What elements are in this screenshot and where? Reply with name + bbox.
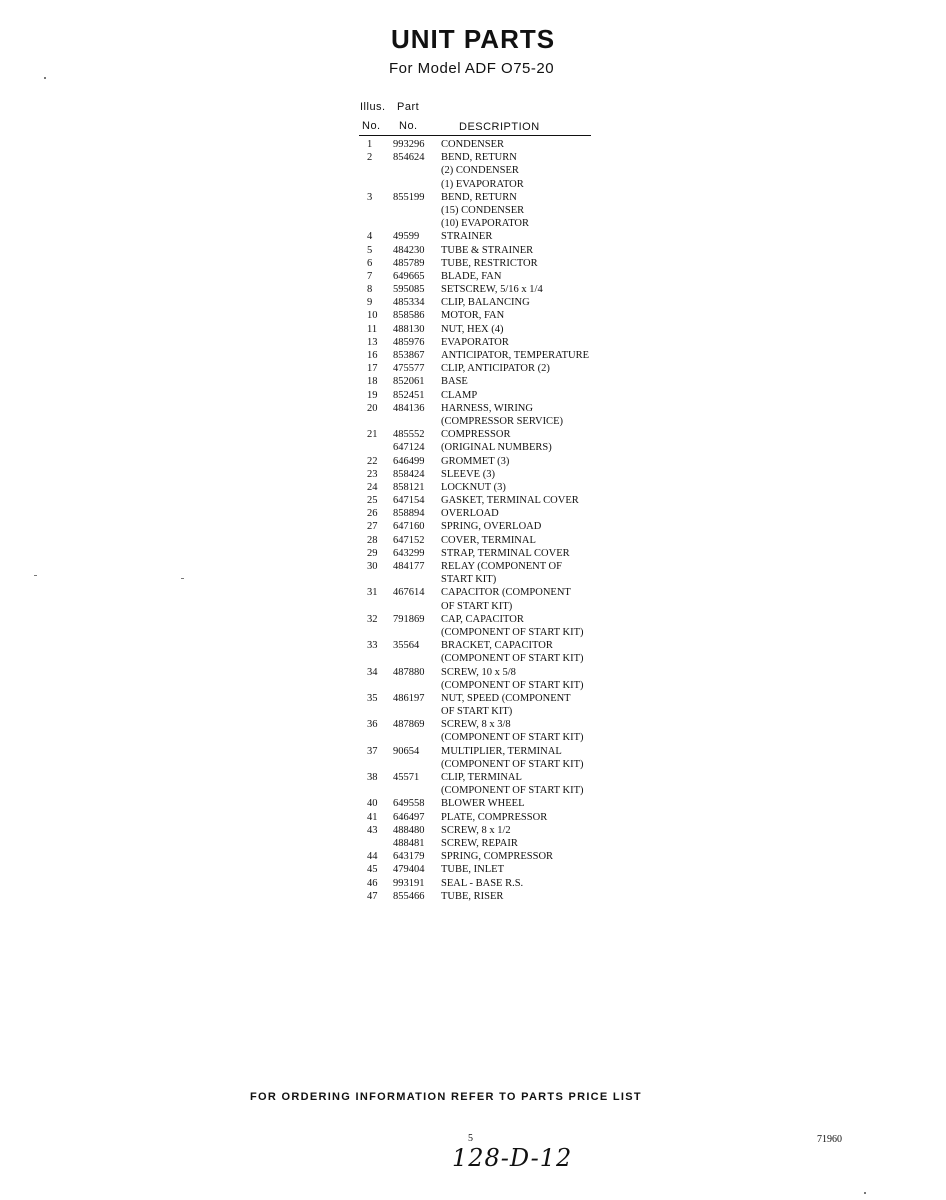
parts-row	[359, 270, 619, 283]
part-number: 488130	[393, 323, 425, 335]
parts-row	[359, 573, 619, 586]
illus-number: 31	[367, 587, 378, 599]
illus-number: 25	[367, 495, 378, 507]
part-description: LOCKNUT (3)	[441, 481, 506, 493]
part-number: 649558	[393, 798, 425, 810]
part-description: GASKET, TERMINAL COVER	[441, 495, 579, 507]
part-number: 479404	[393, 864, 425, 876]
part-number: 649665	[393, 270, 425, 282]
parts-row	[359, 784, 619, 797]
parts-row	[359, 507, 619, 520]
column-header-description: DESCRIPTION	[459, 121, 540, 133]
parts-row	[359, 349, 619, 362]
part-description: BLADE, FAN	[441, 270, 502, 282]
part-number: 485334	[393, 297, 425, 309]
part-description: SCREW, 8 x 1/2	[441, 824, 511, 836]
part-number: 852451	[393, 389, 425, 401]
illus-number: 46	[367, 877, 378, 889]
parts-row	[359, 692, 619, 705]
illus-number: 19	[367, 389, 378, 401]
part-description: (COMPONENT OF START KIT)	[441, 626, 584, 638]
part-description: TUBE, INLET	[441, 864, 504, 876]
illus-number: 6	[367, 257, 373, 269]
part-number: 993191	[393, 877, 425, 889]
parts-row	[359, 164, 619, 177]
part-number: 467614	[393, 587, 425, 599]
parts-row	[359, 586, 619, 599]
part-number: 854624	[393, 152, 425, 164]
part-description: BEND, RETURN	[441, 191, 517, 203]
part-description: (COMPRESSOR SERVICE)	[441, 415, 563, 427]
parts-row	[359, 309, 619, 322]
part-description: CLIP, ANTICIPATOR (2)	[441, 363, 550, 375]
parts-row	[359, 283, 619, 296]
illus-number: 4	[367, 231, 373, 243]
part-number: 646497	[393, 811, 425, 823]
part-description: (1) EVAPORATOR	[441, 178, 524, 190]
part-number: 858121	[393, 481, 425, 493]
column-header-part: Part	[397, 101, 420, 113]
page-title: UNIT PARTS	[391, 24, 556, 54]
part-description: TUBE, RESTRICTOR	[441, 257, 538, 269]
illus-number: 7	[367, 270, 373, 282]
parts-row	[359, 191, 619, 204]
part-number: 485976	[393, 336, 425, 348]
part-description: BLOWER WHEEL	[441, 798, 525, 810]
parts-row	[359, 402, 619, 415]
parts-row	[359, 138, 619, 151]
illus-number: 40	[367, 798, 378, 810]
part-number: 488481	[393, 837, 425, 849]
part-number: 646499	[393, 455, 425, 467]
parts-row	[359, 389, 619, 402]
scan-speck	[34, 575, 37, 576]
parts-row	[359, 824, 619, 837]
part-description: BASE	[441, 376, 468, 388]
part-description: GROMMET (3)	[441, 455, 510, 467]
part-description: SCREW, REPAIR	[441, 837, 518, 849]
parts-row	[359, 415, 619, 428]
parts-row	[359, 151, 619, 164]
illus-number: 29	[367, 547, 378, 559]
parts-row	[359, 797, 619, 810]
part-description: STRAP, TERMINAL COVER	[441, 547, 570, 559]
column-header-no: No.	[362, 120, 381, 132]
part-number: 484136	[393, 402, 425, 414]
illus-number: 28	[367, 534, 378, 546]
part-number: 647160	[393, 521, 425, 533]
part-description: CLAMP	[441, 389, 478, 401]
parts-row	[359, 850, 619, 863]
parts-row	[359, 534, 619, 547]
parts-row	[359, 877, 619, 890]
parts-row	[359, 666, 619, 679]
illus-number: 2	[367, 152, 373, 164]
part-number: 49599	[393, 231, 420, 243]
part-number: 647124	[393, 442, 425, 454]
part-number: 643299	[393, 547, 425, 559]
illus-number: 38	[367, 772, 378, 783]
illus-number: 37	[367, 745, 378, 757]
illus-number: 30	[367, 561, 378, 572]
parts-row	[359, 468, 619, 481]
part-number: 475577	[393, 363, 425, 375]
parts-row	[359, 257, 619, 270]
part-description: BRACKET, CAPACITOR	[441, 640, 553, 652]
scan-speck	[181, 578, 184, 579]
part-description: BEND, RETURN	[441, 152, 517, 164]
column-header-part-no: No.	[399, 120, 418, 132]
illus-number: 41	[367, 811, 378, 823]
part-description: OF START KIT)	[441, 600, 513, 612]
part-description: CLIP, BALANCING	[441, 297, 530, 309]
part-description: (COMPONENT OF START KIT)	[441, 732, 584, 744]
part-number: 485789	[393, 257, 425, 269]
parts-list	[359, 138, 619, 903]
part-number: 855466	[393, 890, 425, 902]
handwritten-note: 128-D-12	[452, 1144, 573, 1172]
part-number: 595085	[393, 284, 425, 296]
illus-number: 1	[367, 139, 373, 150]
column-header-illus: Illus.	[360, 101, 386, 113]
part-number: 484177	[393, 561, 425, 572]
part-number: 647154	[393, 495, 425, 507]
parts-row	[359, 731, 619, 744]
part-number: 485552	[393, 429, 425, 441]
part-description: STRAINER	[441, 231, 493, 243]
part-description: (COMPONENT OF START KIT)	[441, 785, 584, 797]
part-description: (COMPONENT OF START KIT)	[441, 679, 584, 691]
part-description: CLIP, TERMINAL	[441, 772, 522, 783]
parts-row	[359, 837, 619, 850]
part-number: 852061	[393, 376, 425, 388]
part-number: 858894	[393, 508, 425, 520]
parts-row	[359, 178, 619, 191]
illus-number: 3	[367, 191, 373, 203]
parts-row	[359, 204, 619, 217]
part-description: SETSCREW, 5/16 x 1/4	[441, 284, 543, 296]
scan-speck	[44, 77, 46, 79]
illus-number: 22	[367, 455, 378, 467]
parts-row	[359, 560, 619, 573]
illus-number: 44	[367, 851, 378, 863]
illus-number: 21	[367, 429, 378, 441]
part-description: (15) CONDENSER	[441, 204, 525, 216]
parts-row	[359, 613, 619, 626]
parts-row	[359, 863, 619, 876]
part-number: 647152	[393, 534, 425, 546]
part-description: START KIT)	[441, 574, 497, 586]
part-description: CAPACITOR (COMPONENT	[441, 587, 571, 599]
part-number: 45571	[393, 772, 420, 783]
parts-row	[359, 362, 619, 375]
parts-row	[359, 758, 619, 771]
document-code: 71960	[817, 1134, 842, 1145]
part-description: NUT, SPEED (COMPONENT	[441, 692, 571, 704]
parts-row	[359, 639, 619, 652]
parts-row	[359, 455, 619, 468]
parts-row	[359, 745, 619, 758]
parts-row	[359, 494, 619, 507]
illus-number: 9	[367, 297, 373, 309]
part-description: NUT, HEX (4)	[441, 323, 504, 335]
illus-number: 24	[367, 481, 378, 493]
illus-number: 20	[367, 402, 378, 414]
part-description: CONDENSER	[441, 139, 505, 150]
part-description: RELAY (COMPONENT OF	[441, 561, 562, 572]
parts-row	[359, 718, 619, 731]
parts-row	[359, 441, 619, 454]
parts-row	[359, 428, 619, 441]
page-subtitle: For Model ADF O75-20	[389, 60, 555, 77]
parts-row	[359, 890, 619, 903]
part-number: 90654	[393, 745, 420, 757]
parts-row	[359, 520, 619, 533]
part-description: SLEEVE (3)	[441, 468, 495, 480]
part-number: 855199	[393, 191, 425, 203]
parts-row	[359, 230, 619, 243]
illus-number: 27	[367, 521, 378, 533]
illus-number: 47	[367, 890, 378, 902]
illus-number: 45	[367, 864, 378, 876]
part-number: 484230	[393, 244, 425, 256]
illus-number: 5	[367, 244, 373, 256]
illus-number: 11	[367, 323, 378, 335]
parts-row	[359, 323, 619, 336]
part-description: (COMPONENT OF START KIT)	[441, 758, 584, 770]
part-description: TUBE, RISER	[441, 890, 504, 902]
part-number: 487880	[393, 666, 425, 678]
parts-row	[359, 771, 619, 784]
part-description: SCREW, 10 x 5/8	[441, 666, 516, 678]
scan-speck	[864, 1192, 866, 1194]
part-description: EVAPORATOR	[441, 336, 509, 348]
illus-number: 17	[367, 363, 378, 375]
illus-number: 13	[367, 336, 378, 348]
part-description: SPRING, OVERLOAD	[441, 521, 542, 533]
parts-row	[359, 705, 619, 718]
parts-row	[359, 481, 619, 494]
part-description: OVERLOAD	[441, 508, 499, 520]
header-rule	[359, 135, 591, 136]
illus-number: 10	[367, 310, 378, 322]
parts-row	[359, 626, 619, 639]
illus-number: 16	[367, 350, 378, 361]
part-description: PLATE, COMPRESSOR	[441, 811, 548, 823]
parts-row	[359, 811, 619, 824]
parts-row	[359, 336, 619, 349]
part-description: ANTICIPATOR, TEMPERATURE	[441, 350, 589, 361]
part-number: 993296	[393, 139, 425, 150]
illus-number: 43	[367, 824, 378, 836]
illus-number: 35	[367, 692, 378, 704]
illus-number: 32	[367, 613, 378, 625]
ordering-footer: FOR ORDERING INFORMATION REFER TO PARTS PRICE LIST	[250, 1091, 642, 1103]
part-description: COVER, TERMINAL	[441, 534, 536, 546]
parts-row	[359, 547, 619, 560]
part-number: 35564	[393, 640, 420, 652]
part-number: 486197	[393, 692, 425, 704]
parts-row	[359, 375, 619, 388]
part-description: MULTIPLIER, TERMINAL	[441, 745, 562, 757]
part-number: 791869	[393, 613, 425, 625]
part-number: 643179	[393, 851, 425, 863]
part-description: SEAL - BASE R.S.	[441, 877, 524, 889]
part-description: OF START KIT)	[441, 706, 513, 718]
illus-number: 23	[367, 468, 378, 480]
page-number: 5	[468, 1133, 473, 1144]
part-description: SPRING, COMPRESSOR	[441, 851, 554, 863]
part-number: 858424	[393, 468, 425, 480]
illus-number: 26	[367, 508, 378, 520]
parts-row	[359, 296, 619, 309]
illus-number: 8	[367, 284, 373, 296]
part-description: (2) CONDENSER	[441, 165, 519, 177]
illus-number: 18	[367, 376, 378, 388]
illus-number: 36	[367, 719, 378, 731]
part-description: MOTOR, FAN	[441, 310, 505, 322]
illus-number: 33	[367, 640, 378, 652]
part-description: (ORIGINAL NUMBERS)	[441, 442, 552, 454]
part-description: TUBE & STRAINER	[441, 244, 534, 256]
parts-row	[359, 679, 619, 692]
parts-row	[359, 600, 619, 613]
part-description: (10) EVAPORATOR	[441, 218, 529, 230]
part-description: COMPRESSOR	[441, 429, 511, 441]
part-number: 853867	[393, 350, 425, 361]
part-description: CAP, CAPACITOR	[441, 613, 524, 625]
illus-number: 34	[367, 666, 378, 678]
part-number: 488480	[393, 824, 425, 836]
part-description: SCREW, 8 x 3/8	[441, 719, 511, 731]
parts-row	[359, 244, 619, 257]
part-description: HARNESS, WIRING	[441, 402, 533, 414]
part-number: 487869	[393, 719, 425, 731]
part-description: (COMPONENT OF START KIT)	[441, 653, 584, 665]
parts-row	[359, 217, 619, 230]
part-number: 858586	[393, 310, 425, 322]
parts-row	[359, 652, 619, 665]
